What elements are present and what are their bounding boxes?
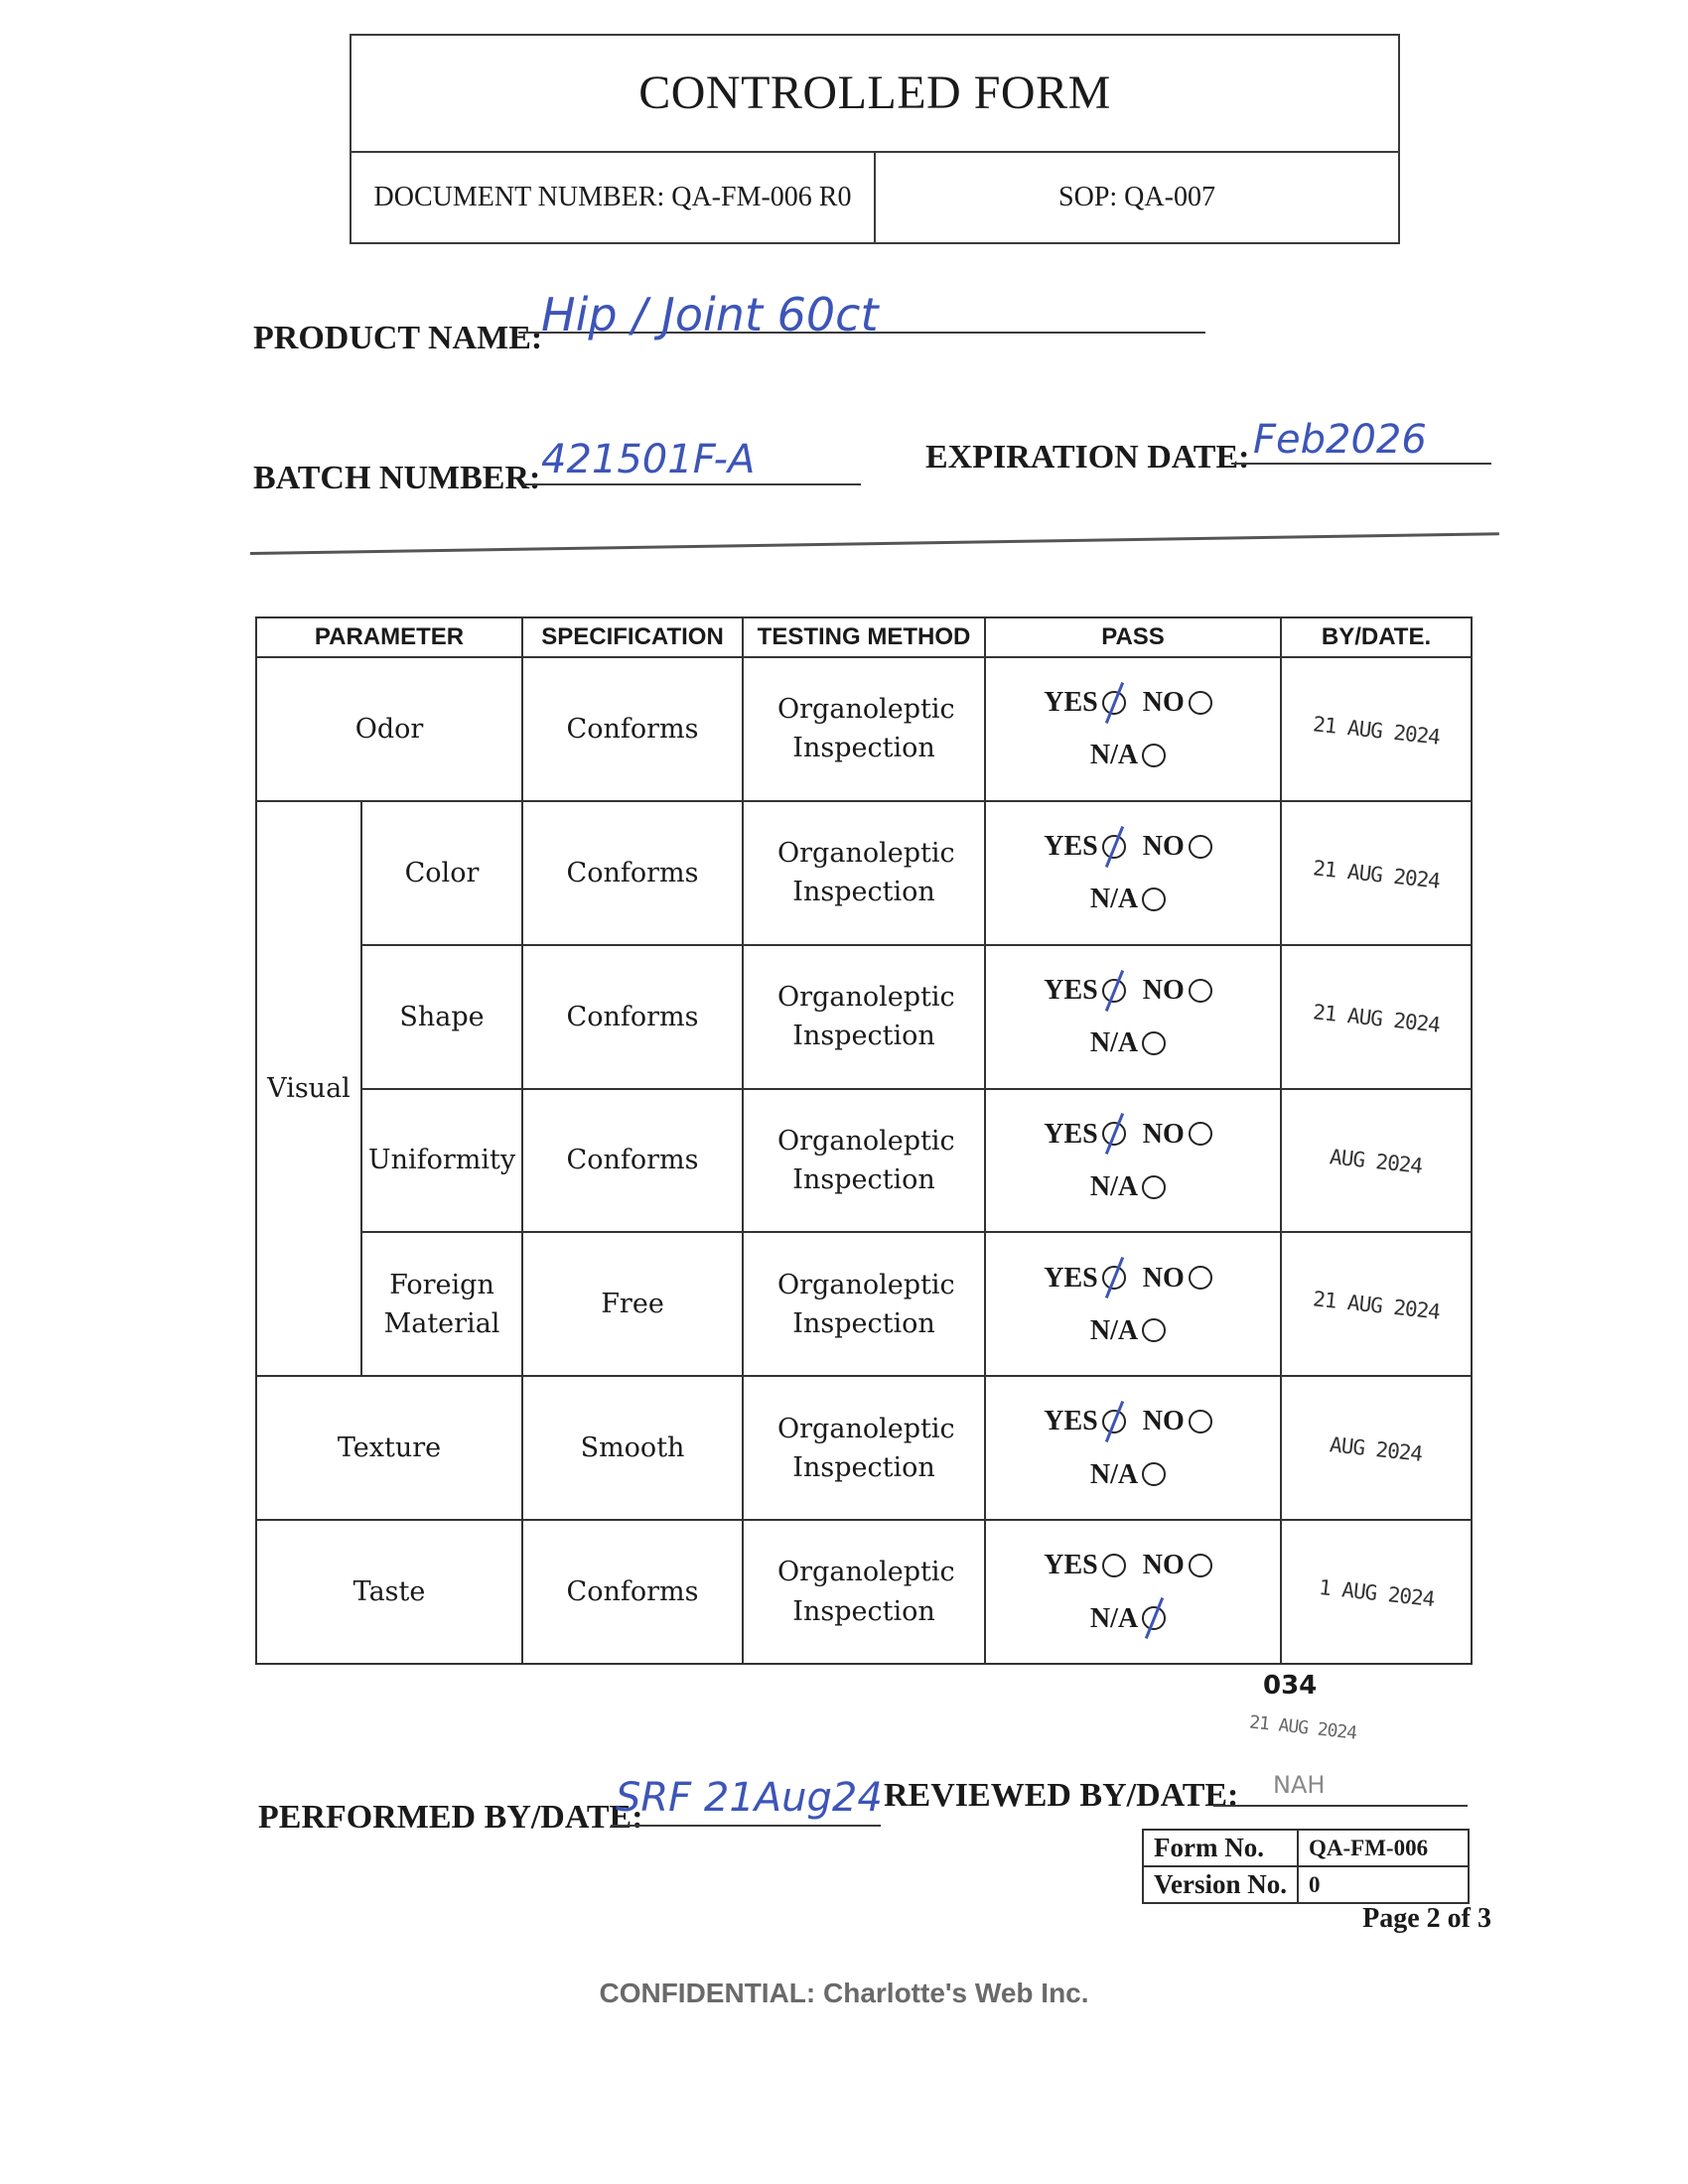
- performed-by-line: [611, 1825, 881, 1827]
- na-label: N/A: [1089, 1170, 1139, 1202]
- na-radio[interactable]: [1142, 1606, 1166, 1630]
- yes-label: YES: [1044, 687, 1098, 719]
- na-label: N/A: [1089, 884, 1139, 915]
- method-cell: Organoleptic Inspection: [743, 657, 985, 801]
- section-divider: [250, 532, 1499, 555]
- reviewed-by-label: REVIEWED BY/DATE:: [884, 1777, 1239, 1814]
- yes-label: YES: [1044, 1550, 1098, 1581]
- no-label: NO: [1142, 831, 1185, 863]
- pass-cell: [985, 1232, 1281, 1376]
- parameter-cell: Taste: [256, 1520, 522, 1664]
- no-label: NO: [1142, 1118, 1185, 1150]
- no-radio[interactable]: [1189, 979, 1212, 1003]
- table-row: [256, 801, 1472, 945]
- parameter-cell: Shape: [361, 945, 522, 1089]
- yes-radio[interactable]: [1102, 1266, 1126, 1290]
- yes-radio[interactable]: [1102, 691, 1126, 715]
- confidential-footer: CONFIDENTIAL: Charlotte's Web Inc.: [599, 1978, 1089, 2008]
- version-row: [1143, 1866, 1469, 1903]
- no-label: NO: [1142, 1550, 1185, 1581]
- header-specification: SPECIFICATION: [522, 617, 743, 657]
- no-radio[interactable]: [1189, 1266, 1212, 1290]
- batch-number-line: [523, 483, 861, 485]
- date-stamp: AUG 2024: [1329, 1145, 1424, 1179]
- yes-label: YES: [1044, 831, 1098, 863]
- specification-cell: Conforms: [522, 1089, 743, 1233]
- date-stamp: 21 AUG 2024: [1312, 1287, 1441, 1324]
- specification-cell: Conforms: [522, 801, 743, 945]
- date-stamp: 21 AUG 2024: [1312, 999, 1441, 1037]
- na-label: N/A: [1089, 1314, 1139, 1346]
- date-cell: [1281, 945, 1472, 1089]
- no-radio[interactable]: [1189, 1410, 1212, 1433]
- yes-radio[interactable]: [1102, 1554, 1126, 1577]
- specification-cell: Free: [522, 1232, 743, 1376]
- table-header-row: [256, 617, 1472, 657]
- yes-radio[interactable]: [1102, 1410, 1126, 1433]
- date-stamp: AUG 2024: [1329, 1433, 1424, 1466]
- header-testing-method: TESTING METHOD: [743, 617, 985, 657]
- date-cell: [1281, 657, 1472, 801]
- yes-radio[interactable]: [1102, 979, 1126, 1003]
- na-label: N/A: [1089, 1458, 1139, 1490]
- page-number: Page 2 of 3: [1362, 1903, 1491, 1934]
- parameter-cell: Uniformity: [361, 1089, 522, 1233]
- visual-group-cell: Visual: [256, 801, 361, 1376]
- no-label: NO: [1142, 687, 1185, 719]
- stamp-date: 21 AUG 2024: [1248, 1711, 1358, 1744]
- specification-cell: Conforms: [522, 657, 743, 801]
- date-cell: [1281, 1089, 1472, 1233]
- date-cell: [1281, 1232, 1472, 1376]
- no-label: NO: [1142, 1262, 1185, 1294]
- table-row: [256, 1520, 1472, 1664]
- specification-cell: Conforms: [522, 945, 743, 1089]
- na-radio[interactable]: [1142, 887, 1166, 911]
- table-row: [256, 1232, 1472, 1376]
- header-parameter: PARAMETER: [256, 617, 522, 657]
- date-cell: [1281, 1376, 1472, 1520]
- product-name-label: PRODUCT NAME:: [253, 320, 543, 356]
- form-no-value: QA-FM-006: [1298, 1830, 1469, 1866]
- yes-radio[interactable]: [1102, 1122, 1126, 1146]
- specification-cell: Smooth: [522, 1376, 743, 1520]
- method-cell: Organoleptic Inspection: [743, 1089, 985, 1233]
- pass-cell: [985, 1520, 1281, 1664]
- batch-number-value[interactable]: 421501F-A: [541, 437, 756, 482]
- na-label: N/A: [1089, 1602, 1139, 1634]
- performed-by-value[interactable]: SRF 21Aug24: [616, 1775, 883, 1821]
- form-no-row: [1143, 1830, 1469, 1866]
- na-radio[interactable]: [1142, 1175, 1166, 1199]
- parameter-cell: Texture: [256, 1376, 522, 1520]
- method-cell: Organoleptic Inspection: [743, 1520, 985, 1664]
- reviewed-by-line: [1213, 1805, 1468, 1807]
- no-radio[interactable]: [1189, 1122, 1212, 1146]
- na-label: N/A: [1089, 1027, 1139, 1059]
- form-meta-table: [1142, 1829, 1470, 1904]
- pass-cell: [985, 801, 1281, 945]
- date-cell: [1281, 1520, 1472, 1664]
- date-stamp: 21 AUG 2024: [1312, 856, 1441, 893]
- performed-by-label: PERFORMED BY/DATE:: [258, 1799, 643, 1836]
- table-row: [256, 1376, 1472, 1520]
- na-radio[interactable]: [1142, 1031, 1166, 1055]
- form-no-label: Form No.: [1143, 1830, 1298, 1866]
- table-row: [256, 945, 1472, 1089]
- na-radio[interactable]: [1142, 1318, 1166, 1342]
- pass-cell: [985, 1089, 1281, 1233]
- no-radio[interactable]: [1189, 691, 1212, 715]
- no-label: NO: [1142, 974, 1185, 1006]
- pass-cell: [985, 945, 1281, 1089]
- pass-cell: [985, 657, 1281, 801]
- parameter-cell: Color: [361, 801, 522, 945]
- method-cell: Organoleptic Inspection: [743, 801, 985, 945]
- form-title: CONTROLLED FORM: [638, 67, 1111, 119]
- header-info-row: [352, 151, 1398, 242]
- na-radio[interactable]: [1142, 744, 1166, 767]
- sop-number: SOP: QA-007: [874, 153, 1398, 242]
- yes-label: YES: [1044, 1262, 1098, 1294]
- expiration-date-line: [1231, 463, 1491, 465]
- controlled-form-header: [350, 34, 1400, 244]
- reviewed-by-value[interactable]: NAH: [1273, 1771, 1326, 1799]
- version-label: Version No.: [1143, 1866, 1298, 1903]
- parameter-cell: Foreign Material: [361, 1232, 522, 1376]
- date-cell: [1281, 801, 1472, 945]
- batch-number-label: BATCH NUMBER:: [253, 460, 541, 496]
- method-cell: Organoleptic Inspection: [743, 1376, 985, 1520]
- pass-cell: [985, 1376, 1281, 1520]
- header-by-date: BY/DATE.: [1281, 617, 1472, 657]
- no-label: NO: [1142, 1406, 1185, 1437]
- expiration-date-value[interactable]: Feb2026: [1253, 417, 1427, 463]
- date-stamp: 1 AUG 2024: [1317, 1574, 1436, 1611]
- version-value: 0: [1298, 1866, 1469, 1903]
- no-radio[interactable]: [1189, 1554, 1212, 1577]
- method-cell: Organoleptic Inspection: [743, 945, 985, 1089]
- na-label: N/A: [1089, 740, 1139, 771]
- na-radio[interactable]: [1142, 1462, 1166, 1486]
- table-row: [256, 657, 1472, 801]
- table-row: [256, 1089, 1472, 1233]
- expiration-date-label: EXPIRATION DATE:: [925, 439, 1250, 476]
- specification-cell: Conforms: [522, 1520, 743, 1664]
- document-number: DOCUMENT NUMBER: QA-FM-006 R0: [373, 182, 852, 212]
- yes-radio[interactable]: [1102, 835, 1126, 859]
- header-pass: PASS: [985, 617, 1281, 657]
- parameter-cell: Odor: [256, 657, 522, 801]
- method-cell: Organoleptic Inspection: [743, 1232, 985, 1376]
- inspection-table: [255, 616, 1473, 1665]
- no-radio[interactable]: [1189, 835, 1212, 859]
- date-stamp: 21 AUG 2024: [1312, 712, 1441, 750]
- product-name-value[interactable]: Hip / Joint 60ct: [541, 288, 879, 341]
- yes-label: YES: [1044, 1406, 1098, 1437]
- yes-label: YES: [1044, 974, 1098, 1006]
- yes-label: YES: [1044, 1118, 1098, 1150]
- stamp-code: 034: [1263, 1671, 1318, 1701]
